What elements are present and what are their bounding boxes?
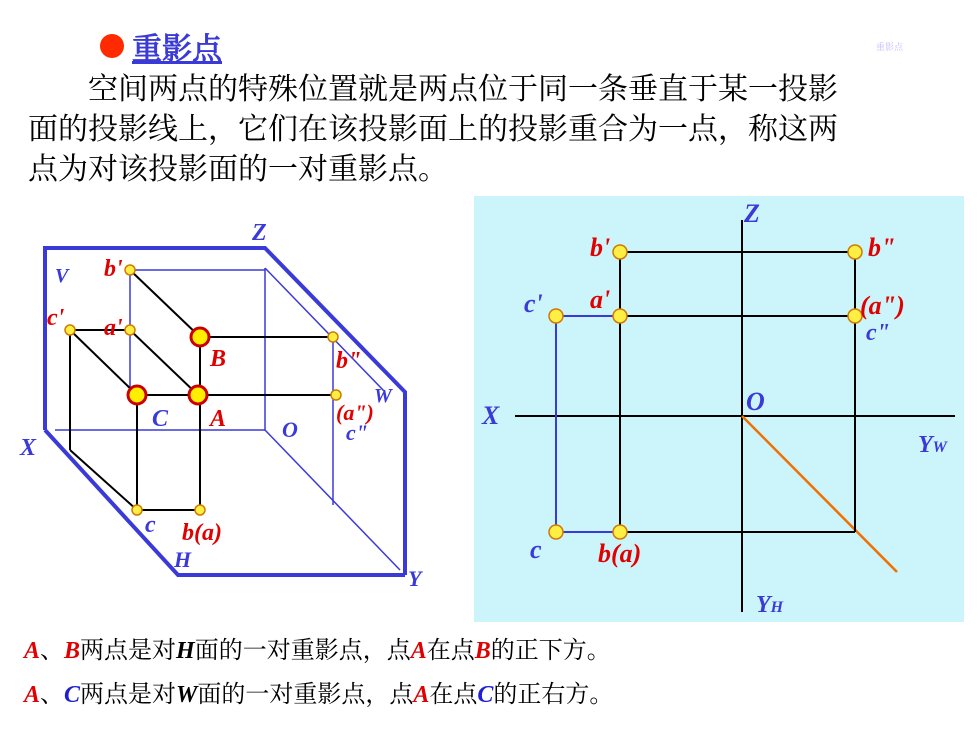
point-c-prime [549, 309, 563, 323]
lbl-a-prime: a' [590, 285, 611, 314]
paragraph-line-1: 空间两点的特殊位置就是两点位于同一条垂直于某一投影 [88, 72, 838, 107]
lbl-b-a: b(a) [598, 539, 642, 568]
f1-t3: 在点 [426, 636, 475, 664]
footer-line-1 [24, 630, 611, 665]
lbl-A: A [210, 406, 227, 432]
lbl-a-prime: a' [104, 315, 123, 341]
lbl-C: C [152, 406, 169, 432]
lbl-b-prime: b' [590, 233, 611, 262]
lbl-O: O [282, 417, 298, 442]
f1-t1: 两点是对 [80, 636, 177, 664]
lbl-Z: Z [252, 220, 267, 246]
point-a-prime [613, 309, 627, 323]
point-c-prime [65, 325, 75, 335]
lbl-c-dprime: c" [866, 320, 890, 346]
proj-to-c [70, 450, 137, 510]
w-top-edge [265, 268, 385, 392]
right-diagram [474, 196, 964, 622]
lbl-YW: YW [918, 432, 947, 458]
f2-t2: 面的一对重影点，点 [197, 680, 414, 708]
title-text: 重影点 [132, 32, 222, 67]
lbl-B: B [210, 346, 227, 372]
left-labels [19, 220, 424, 591]
lbl-b-a: b(a) [182, 520, 222, 546]
lbl-X: X [482, 401, 500, 430]
lbl-c: c [145, 512, 156, 538]
h-outline [45, 430, 405, 575]
f2-A2: A [413, 682, 430, 708]
f2-t1: 两点是对 [80, 680, 177, 708]
f2-C2: C [477, 682, 494, 708]
left-diagram [19, 220, 424, 591]
f2-W: W [176, 682, 198, 708]
lbl-c-prime: c' [524, 289, 543, 318]
f1-sep: 、 [40, 636, 65, 664]
f1-A: A [24, 638, 41, 664]
paragraph-line-3: 点为对该投影面的一对重影点。 [28, 152, 448, 187]
point-b-a [195, 505, 205, 515]
lbl-H: H [174, 547, 192, 572]
lbl-c-prime: c' [47, 305, 65, 331]
point-a-prime [125, 325, 135, 335]
lbl-a-dprime: (a") [860, 291, 905, 320]
lbl-c: c [530, 535, 542, 564]
paragraph-line-2: 面的投影线上，它们在该投影面上的投影重合为一点，称这两 [28, 112, 838, 147]
proj-b-prime-B [130, 270, 200, 337]
point-b-prime [125, 265, 135, 275]
point-b-dprime [328, 332, 338, 342]
lbl-b-dprime: b" [868, 233, 896, 262]
point-C [128, 386, 146, 404]
lbl-X: X [20, 435, 37, 461]
f1-t2: 面的一对重影点，点 [194, 636, 411, 664]
f1-H: H [176, 638, 195, 664]
point-b-dprime [848, 245, 862, 259]
lbl-W: W [374, 385, 392, 407]
lbl-V: V [55, 265, 69, 287]
lbl-Z: Z [744, 199, 760, 228]
point-A [189, 386, 207, 404]
point-a-dprime [331, 390, 341, 400]
f1-t4: 的正下方。 [490, 636, 611, 664]
lbl-b-dprime: b" [336, 348, 362, 374]
f1-A2: A [410, 638, 427, 664]
f2-t4: 的正右方。 [493, 680, 614, 708]
lbl-a-dprime: (a") [336, 400, 374, 425]
lbl-YH: YH [756, 592, 784, 618]
f2-t3: 在点 [429, 680, 478, 708]
lbl-b-prime: b' [104, 256, 123, 282]
lbl-O: O [746, 387, 765, 416]
f2-C: C [64, 682, 81, 708]
point-c [132, 505, 142, 515]
lbl-c-dprime: c" [346, 420, 368, 445]
corner-note: 重影点 [876, 43, 904, 53]
point-B [191, 328, 209, 346]
lbl-Y: Y [408, 566, 422, 591]
f2-A: A [24, 682, 41, 708]
point-b-a [613, 525, 627, 539]
f1-B: B [64, 638, 81, 664]
footer-line-2 [24, 674, 613, 709]
point-b-prime [613, 245, 627, 259]
f1-B2: B [474, 638, 491, 664]
f2-sep: 、 [40, 680, 65, 708]
point-c [549, 525, 563, 539]
